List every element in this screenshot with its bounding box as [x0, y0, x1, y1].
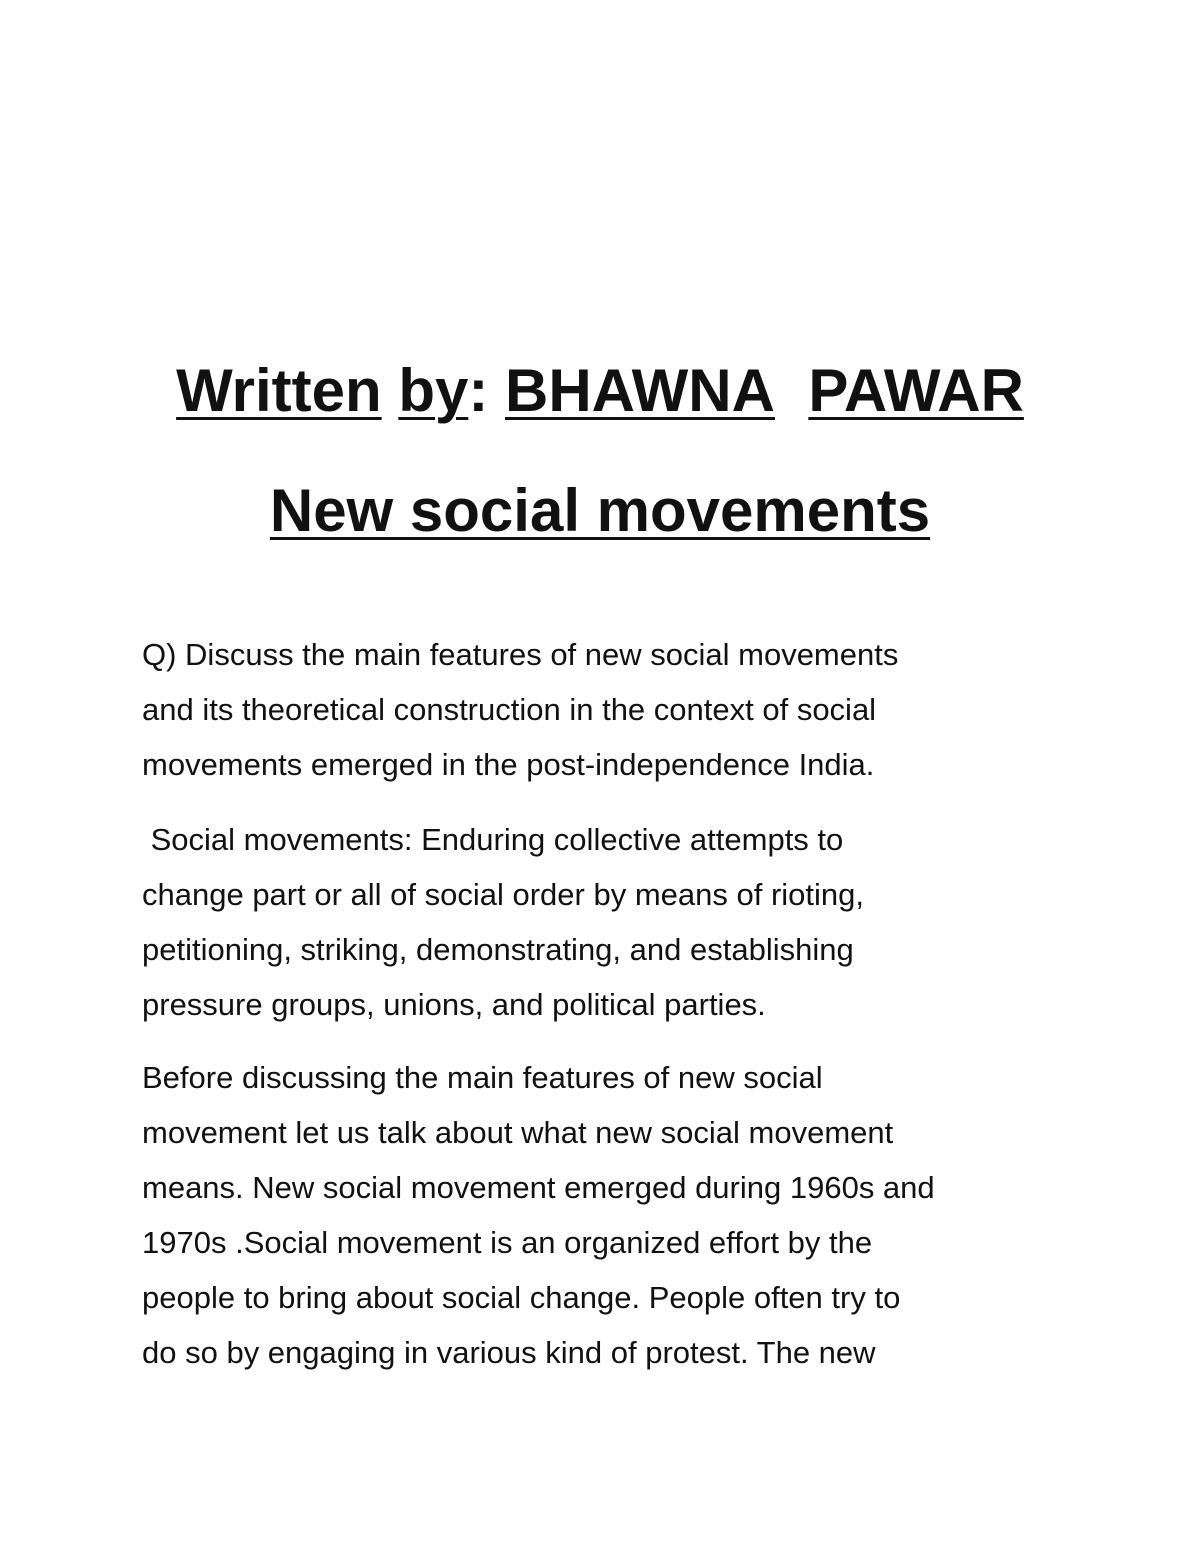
intro-line: movement let us talk about what new social movement: [142, 1115, 894, 1150]
author-first-name: BHAWNA: [505, 357, 775, 424]
author-heading-colon: :: [468, 357, 489, 424]
intro-line: do so by engaging in various kind of protest. The new: [142, 1335, 876, 1370]
question-paragraph: [142, 627, 1082, 792]
author-last-name: PAWAR: [808, 357, 1024, 424]
author-heading: [0, 356, 1200, 426]
topic-title: [0, 476, 1200, 546]
author-heading-by: by: [398, 357, 469, 424]
author-heading-written: Written: [176, 357, 382, 424]
intro-paragraph: [142, 1050, 1082, 1380]
definition-line: pressure groups, unions, and political parties.: [142, 987, 766, 1022]
intro-line: means. New social movement emerged during 1960s and: [142, 1170, 935, 1205]
definition-paragraph: [142, 812, 1082, 1032]
intro-line: 1970s .Social movement is an organized effort by the: [142, 1225, 873, 1260]
intro-line: Before discussing the main features of new social: [142, 1060, 823, 1095]
question-line: movements emerged in the post-independence India.: [142, 747, 875, 782]
question-line: and its theoretical construction in the context of social: [142, 692, 877, 727]
definition-line: change part or all of social order by means of rioting,: [142, 877, 864, 912]
intro-line: people to bring about social change. People often try to: [142, 1280, 901, 1315]
definition-line: petitioning, striking, demonstrating, and establishing: [142, 932, 854, 967]
definition-line: Social movements: Enduring collective attempts to: [142, 822, 844, 857]
topic-title-text: New social movements: [269, 477, 931, 544]
question-line: Q) Discuss the main features of new social movements: [142, 637, 899, 672]
